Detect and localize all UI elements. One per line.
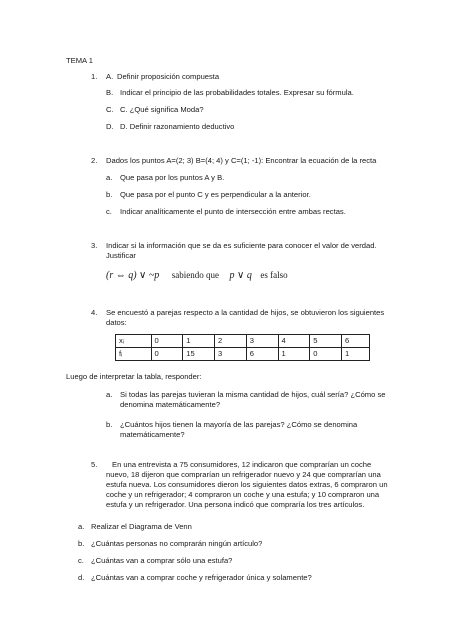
q1-item-a-label: A. bbox=[106, 72, 114, 81]
q4-item-b-text: ¿Cuántos hijos tienen la mayoría de las parejas? ¿Cómo se denomina matemáticamente? bbox=[120, 420, 358, 440]
q4-text: Se encuestó a parejas respecto a la cantidad de hijos, se obtuvieron los siguientes datos: bbox=[106, 308, 385, 328]
table-cell: fᵢ bbox=[116, 348, 152, 361]
q2-text: Dados los puntos A=(2; 3) B=(4; 4) y C=(1; -1): Encontrar la ecuación de la recta bbox=[106, 156, 377, 165]
q1-item-b-label: B. bbox=[106, 88, 114, 97]
q5-item-c-text: ¿Cuántas van a comprar sólo una estufa? bbox=[91, 556, 233, 565]
table-cell: 0 bbox=[151, 348, 183, 361]
table-cell: 3 bbox=[215, 348, 247, 361]
q1-item-b-text: Indicar el principio de las probabilidades totales. Expresar su fórmula. bbox=[120, 88, 354, 97]
q2-item-b-text: Que pasa por el punto C y es perpendicular a la anterior. bbox=[120, 190, 311, 199]
table-cell: xᵢ bbox=[116, 335, 152, 348]
q5-number: 5. bbox=[91, 460, 98, 469]
q4-item-a-text: Si todas las parejas tuvieran la misma cantidad de hijos, cuál sería? ¿Cómo se denomina matemáticamente? bbox=[120, 390, 386, 410]
q3-formula-expression: (r ⇔ q) ∨ ~p bbox=[106, 270, 160, 281]
q5-item-d-label: d. bbox=[78, 573, 85, 582]
table-cell: 1 bbox=[183, 335, 215, 348]
q5-text: En una entrevista a 75 consumidores, 12 indicaron que comprarían un coche nuevo, 18 dijeron que comprarían un refrigerador nuevo y 24 que comprarían una estufa nueva. Los consumidores dieron los siguientes datos extras, 6 compraron un coche y un refrigerador; 4 compraron un coche y una estufa; y 10 compraron una estufa y un refrigerador. Una persona indicó que compraría los tres artículos. bbox=[106, 460, 388, 510]
q3-text: Indicar si la información que se da es suficiente para conocer el valor de verdad. Justificar bbox=[106, 241, 377, 261]
q5-item-a-label: a. bbox=[78, 522, 85, 531]
q4-item-b-label: b. bbox=[106, 420, 113, 429]
table-cell: 3 bbox=[246, 335, 278, 348]
q1-item-d-label: D. bbox=[106, 122, 114, 131]
frequency-table bbox=[115, 334, 370, 361]
table-cell: 2 bbox=[215, 335, 247, 348]
q3-formula-mid: sabiendo que bbox=[171, 270, 220, 280]
q1-item-a-text: Definir proposición compuesta bbox=[117, 72, 220, 81]
q5-item-b-text: ¿Cuántas personas no comprarán ningún artículo? bbox=[91, 539, 263, 548]
table-row bbox=[116, 335, 370, 348]
q5-item-a-text: Realizar el Diagrama de Venn bbox=[91, 522, 192, 531]
table-cell: 1 bbox=[278, 348, 310, 361]
q5-item-d-text: ¿Cuántas van a comprar coche y refrigerador única y solamente? bbox=[91, 573, 312, 582]
q5-item-b-label: b. bbox=[78, 539, 85, 548]
q4-item-a-label: a. bbox=[106, 390, 113, 399]
q4-number: 4. bbox=[91, 308, 98, 317]
table-cell: 15 bbox=[183, 348, 215, 361]
table-cell: 5 bbox=[310, 335, 342, 348]
q1-number: 1. bbox=[91, 72, 98, 81]
table-cell: 4 bbox=[278, 335, 310, 348]
q3-number: 3. bbox=[91, 241, 98, 250]
q2-item-a-label: a. bbox=[106, 173, 113, 182]
q3-formula-condition: p ∨ q bbox=[229, 270, 252, 281]
table-row bbox=[116, 348, 370, 361]
q4-after-text: Luego de interpretar la tabla, responder: bbox=[66, 372, 202, 381]
q2-item-c-label: c. bbox=[106, 207, 112, 216]
q2-item-a-text: Que pasa por los puntos A y B. bbox=[120, 173, 225, 182]
q1-item-c-text: C. ¿Qué significa Moda? bbox=[120, 105, 204, 114]
q1-item-c-label: C. bbox=[106, 105, 114, 114]
table-cell: 0 bbox=[310, 348, 342, 361]
page-title: TEMA 1 bbox=[66, 56, 94, 65]
q5-item-c-label: c. bbox=[78, 556, 84, 565]
q1-item-d-text: D. Definir razonamiento deductivo bbox=[120, 122, 235, 131]
table-cell: 0 bbox=[151, 335, 183, 348]
table-cell: 6 bbox=[246, 348, 278, 361]
table-cell: 6 bbox=[342, 335, 370, 348]
q2-item-c-text: Indicar analíticamente el punto de intersección entre ambas rectas. bbox=[120, 207, 346, 216]
q2-item-b-label: b. bbox=[106, 190, 113, 199]
q3-formula bbox=[106, 269, 288, 282]
q2-number: 2. bbox=[91, 156, 98, 165]
q3-formula-end: es falso bbox=[260, 270, 288, 280]
table-cell: 1 bbox=[342, 348, 370, 361]
